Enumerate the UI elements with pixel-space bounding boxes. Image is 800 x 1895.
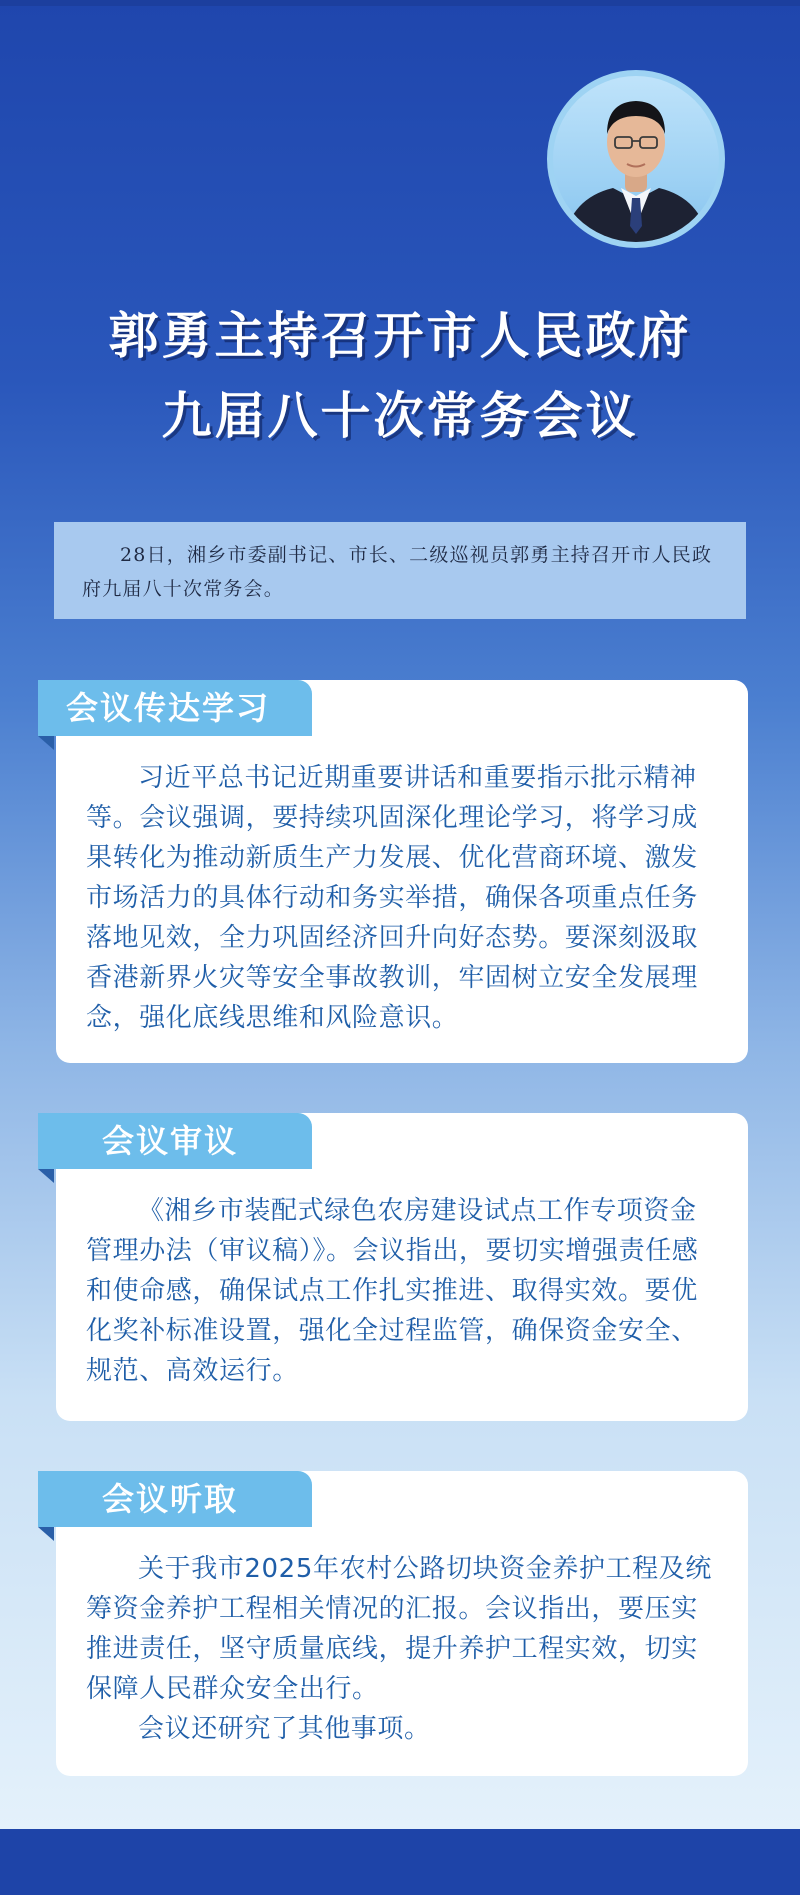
tag-fold-shape — [38, 736, 54, 750]
bottom-bar — [0, 1829, 800, 1895]
section-tag-review: 会议审议 — [38, 1113, 312, 1169]
portrait-illustration — [553, 76, 719, 242]
section-paragraph-extra: 会议还研究了其他事项。 — [138, 1714, 431, 1744]
section-paragraph: 《湘乡市装配式绿色农房建设试点工作专项资金管理办法（审议稿）》。会议指出，要切实增强责任感和使命感，确保试点工作扎实推进、取得实效。要优化奖补标准设置，强化全过程监管，确保资金安全、规范、高效运行。 — [86, 1196, 699, 1386]
portrait-photo — [547, 70, 725, 248]
tag-fold-shape — [38, 1527, 54, 1541]
title-line-2: 九届八十次常务会议 — [161, 386, 639, 445]
page-title — [0, 296, 800, 456]
top-bar — [0, 0, 800, 6]
section-tag-hearing: 会议听取 — [38, 1471, 312, 1527]
section-paragraph: 习近平总书记近期重要讲话和重要指示批示精神等。会议强调，要持续巩固深化理论学习，将学习成果转化为推动新质生产力发展、优化营商环境、激发市场活力的具体行动和务实举措，确保各项重点任务落地见效，全力巩固经济回升向好态势。要深刻汲取香港新界火灾等安全事故教训，牢固树立安全发展理念，强化底线思维和风险意识。 — [86, 763, 698, 1033]
tag-fold-shape — [38, 1169, 54, 1183]
section-card-study — [56, 680, 748, 1063]
intro-box: 28日，湘乡市委副书记、市长、二级巡视员郭勇主持召开市人民政府九届八十次常务会。 — [54, 522, 746, 619]
section-paragraph: 关于我市2025年农村公路切块资金养护工程及统筹资金养护工程相关情况的汇报。会议指出，要压实推进责任，坚守质量底线，提升养护工程实效，切实保障人民群众安全出行。 — [86, 1554, 712, 1704]
section-tag-study: 会议传达学习 — [38, 680, 312, 736]
title-line-1: 郭勇主持召开市人民政府 — [108, 306, 692, 365]
